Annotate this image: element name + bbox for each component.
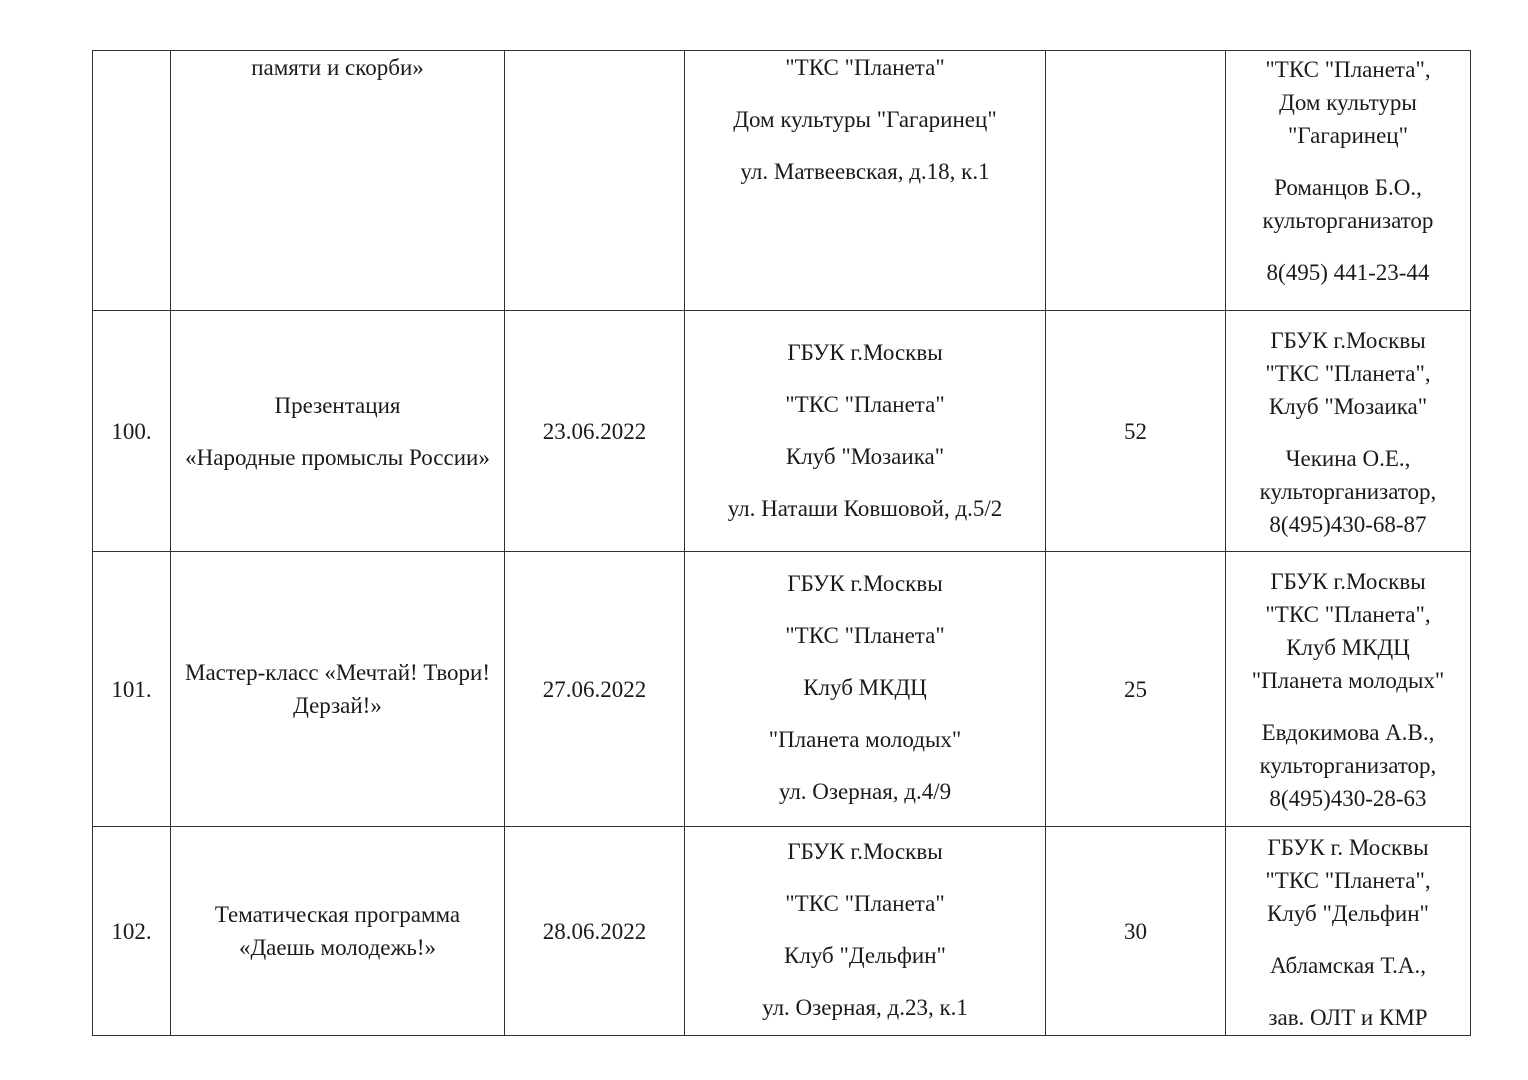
venue-line: ул. Озерная, д.4/9 (778, 778, 952, 804)
venue-line: ГБУК г.Москвы (787, 339, 943, 365)
venue-cell (685, 827, 1046, 1036)
venue-line: "ТКС "Планета" (785, 890, 945, 916)
contact-org-line: Клуб "Мозаика" (1268, 393, 1428, 419)
venue-line: "Планета молодых" (768, 726, 962, 752)
event-text: памяти и скорби» (251, 55, 424, 80)
contact-org-line: "Планета молодых" (1251, 668, 1445, 693)
venue-cell (685, 552, 1046, 827)
table-row (93, 552, 1471, 827)
participants-count: 52 (1124, 418, 1147, 444)
contact-org-line: Дом культуры (1279, 90, 1417, 115)
contact-person-line: Чекина О.Е., (1285, 445, 1411, 471)
contact-cell (1226, 311, 1471, 552)
participants-cell (1046, 311, 1226, 552)
contact-org-line: "ТКС "Планета", (1265, 867, 1431, 893)
row-number: 102. (111, 918, 152, 944)
table-row (93, 51, 1471, 311)
event-date: 23.06.2022 (542, 418, 647, 444)
contact-cell (1226, 552, 1471, 827)
contact-org-line: "ТКС "Планета", (1265, 57, 1431, 82)
venue-line: "ТКС "Планета" (785, 391, 945, 417)
contact-person-line: 8(495)430-28-63 (1269, 786, 1427, 811)
venue-line: Клуб "Дельфин" (784, 942, 946, 968)
date-cell (505, 51, 685, 311)
event-date: 27.06.2022 (542, 676, 647, 702)
event-cell (171, 51, 505, 311)
row-number-cell (93, 552, 171, 827)
venue-line: "ТКС "Планета" (785, 622, 945, 648)
contact-person-line: зав. ОЛТ и КМР (1268, 1004, 1428, 1030)
event-text: Мастер-класс «Мечтай! Твори! Дерзай!» (185, 660, 490, 718)
participants-count: 25 (1124, 676, 1147, 702)
row-number-cell (93, 51, 171, 311)
contact-person-line: культорганизатор (1262, 208, 1434, 233)
row-number-cell (93, 311, 171, 552)
venue-line: Дом культуры "Гагаринец" (733, 107, 997, 132)
contact-org-line: ГБУК г.Москвы (1270, 327, 1426, 353)
venue-line: ул. Наташи Ковшовой, д.5/2 (727, 495, 1003, 521)
contact-cell (1226, 51, 1471, 311)
table-row (93, 827, 1471, 1036)
participants-cell (1046, 552, 1226, 827)
venue-line: ГБУК г.Москвы (787, 570, 943, 596)
event-text: Тематическая программа «Даешь молодежь!» (214, 902, 461, 960)
table-row (93, 311, 1471, 552)
contact-org-line: "ТКС "Планета", (1265, 360, 1431, 386)
row-number-cell (93, 827, 171, 1036)
event-date: 28.06.2022 (542, 918, 647, 944)
contact-phone: 8(495) 441-23-44 (1266, 260, 1430, 285)
contact-person-line: 8(495)430-68-87 (1269, 511, 1427, 537)
venue-line: Клуб "Мозаика" (785, 443, 945, 469)
venue-line: ул. Озерная, д.23, к.1 (762, 994, 968, 1020)
contact-person-line: Абламская Т.А., (1270, 952, 1426, 978)
contact-cell (1226, 827, 1471, 1036)
contact-org-line: Клуб МКДЦ (1286, 635, 1410, 660)
contact-org-line: "ТКС "Планета", (1265, 602, 1431, 627)
date-cell (505, 827, 685, 1036)
contact-person-line: культорганизатор, (1259, 478, 1437, 504)
event-text: «Народные промыслы России» (185, 444, 490, 470)
date-cell (505, 311, 685, 552)
row-number: 101. (111, 676, 152, 702)
venue-line: Клуб МКДЦ (803, 674, 927, 700)
participants-count: 30 (1124, 918, 1147, 944)
venue-line: ул. Матвеевская, д.18, к.1 (740, 159, 990, 184)
venue-line: "ТКС "Планета" (785, 55, 945, 80)
contact-org-line: "Гагаринец" (1288, 123, 1408, 148)
events-table (92, 50, 1471, 1036)
contact-person-line: Романцов Б.О., (1274, 175, 1422, 200)
venue-line: ГБУК г.Москвы (787, 838, 943, 864)
event-cell (171, 552, 505, 827)
contact-org-line: ГБУК г.Москвы (1270, 569, 1426, 594)
contact-org-line: Клуб "Дельфин" (1267, 900, 1429, 926)
event-text: Презентация (274, 392, 401, 418)
event-cell (171, 827, 505, 1036)
event-cell (171, 311, 505, 552)
date-cell (505, 552, 685, 827)
venue-cell (685, 51, 1046, 311)
participants-cell (1046, 827, 1226, 1036)
venue-cell (685, 311, 1046, 552)
contact-person-line: культорганизатор, (1259, 753, 1437, 778)
row-number: 100. (111, 418, 152, 444)
participants-cell (1046, 51, 1226, 311)
contact-person-line: Евдокимова А.В., (1261, 720, 1435, 745)
contact-org-line: ГБУК г. Москвы (1267, 834, 1429, 860)
